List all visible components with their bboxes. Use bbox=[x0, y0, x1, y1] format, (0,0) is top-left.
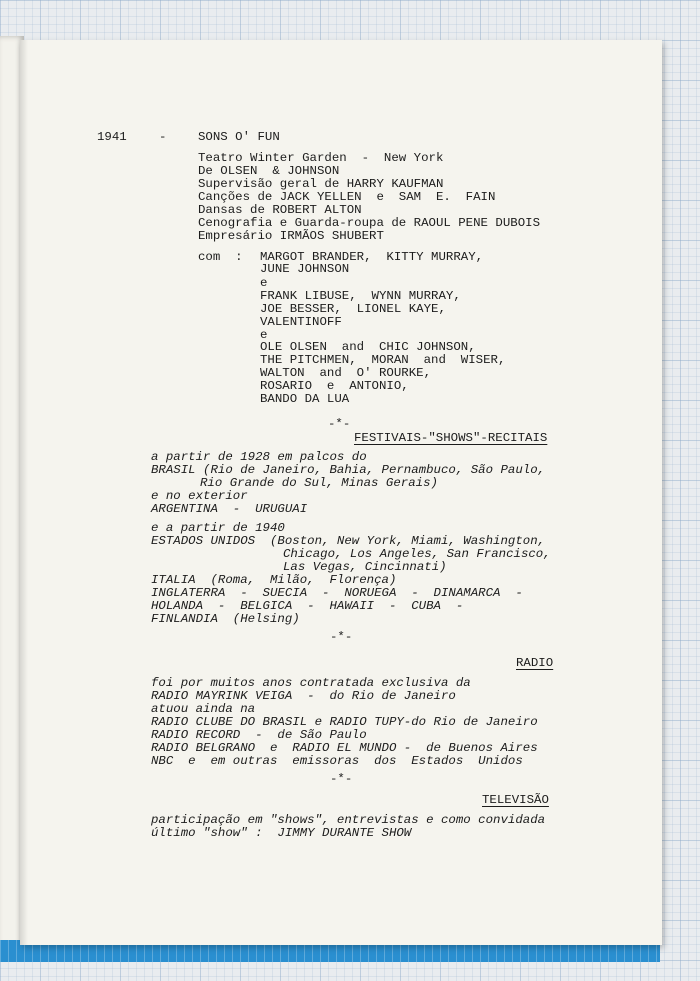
header-dash: - bbox=[159, 130, 167, 144]
cast-line: WALTON and O' ROURKE, bbox=[260, 366, 432, 380]
credit-line: Canções de JACK YELLEN e SAM E. FAIN bbox=[198, 190, 496, 204]
festivals-heading: FESTIVAIS-"SHOWS"-RECITAIS bbox=[354, 431, 548, 445]
credit-line: Dansas de ROBERT ALTON bbox=[198, 203, 362, 217]
separator: -*- bbox=[328, 417, 351, 431]
television-line: participação em "shows", entrevistas e como convidada bbox=[151, 813, 546, 827]
cast-line: BANDO DA LUA bbox=[260, 392, 350, 406]
festivals-line: ITALIA (Roma, Milão, Florença) bbox=[151, 573, 397, 587]
festivals-line: a partir de 1928 em palcos do bbox=[151, 450, 367, 464]
festivals-line: BRASIL (Rio de Janeiro, Bahia, Pernambuco, São Paulo, bbox=[151, 463, 546, 477]
radio-line: NBC e em outras emissoras dos Estados Unidos bbox=[151, 754, 523, 768]
cast-line: e bbox=[260, 328, 268, 342]
credit-line: Empresário IRMÃOS SHUBERT bbox=[198, 229, 384, 243]
cast-line: e bbox=[260, 276, 268, 290]
radio-heading: RADIO bbox=[516, 656, 554, 670]
radio-line: RADIO CLUBE DO BRASIL e RADIO TUPY-do Rio de Janeiro bbox=[151, 715, 538, 729]
cast-line: ROSARIO e ANTONIO, bbox=[260, 379, 409, 393]
television-heading: TELEVISÃO bbox=[482, 793, 549, 807]
year: 1941 bbox=[97, 130, 127, 144]
festivals-line: ARGENTINA - URUGUAI bbox=[151, 502, 308, 516]
credit-line: Supervisão geral de HARRY KAUFMAN bbox=[198, 177, 444, 191]
festivals-line: e a partir de 1940 bbox=[151, 521, 285, 535]
cast-line: OLE OLSEN and CHIC JOHNSON, bbox=[260, 340, 476, 354]
cast-label: com : bbox=[198, 250, 243, 264]
festivals-line: FINLANDIA (Helsing) bbox=[151, 612, 300, 626]
cast-line: MARGOT BRANDER, KITTY MURRAY, bbox=[260, 250, 484, 264]
radio-line: foi por muitos anos contratada exclusiva da bbox=[151, 676, 471, 690]
festivals-line: ESTADOS UNIDOS (Boston, New York, Miami, Washington, bbox=[151, 534, 546, 548]
credit-line: Teatro Winter Garden - New York bbox=[198, 151, 444, 165]
festivals-line: Rio Grande do Sul, Minas Gerais) bbox=[200, 476, 438, 490]
document-page bbox=[20, 40, 662, 945]
separator: -*- bbox=[330, 630, 353, 644]
radio-line: RADIO RECORD - de São Paulo bbox=[151, 728, 367, 742]
cast-line: FRANK LIBUSE, WYNN MURRAY, bbox=[260, 289, 461, 303]
television-line: último "show" : JIMMY DURANTE SHOW bbox=[151, 826, 412, 840]
festivals-line: Chicago, Los Angeles, San Francisco, bbox=[283, 547, 551, 561]
credit-line: Cenografia e Guarda-roupa de RAOUL PENE DUBOIS bbox=[198, 216, 541, 230]
separator: -*- bbox=[330, 772, 353, 786]
cast-line: VALENTINOFF bbox=[260, 315, 342, 329]
festivals-line: HOLANDA - BELGICA - HAWAII - CUBA - bbox=[151, 599, 464, 613]
festivals-line: e no exterior bbox=[151, 489, 248, 503]
cast-line: THE PITCHMEN, MORAN and WISER, bbox=[260, 353, 506, 367]
cast-line: JOE BESSER, LIONEL KAYE, bbox=[260, 302, 446, 316]
radio-line: RADIO BELGRANO e RADIO EL MUNDO - de Buenos Aires bbox=[151, 741, 538, 755]
festivals-line: INGLATERRA - SUECIA - NORUEGA - DINAMARCA - bbox=[151, 586, 523, 600]
cast-line: JUNE JOHNSON bbox=[260, 262, 350, 276]
radio-line: atuou ainda na bbox=[151, 702, 256, 716]
page-spine-shadow bbox=[20, 40, 28, 945]
show-title: SONS O' FUN bbox=[198, 130, 280, 144]
credit-line: De OLSEN & JOHNSON bbox=[198, 164, 340, 178]
festivals-line: Las Vegas, Cincinnati) bbox=[283, 560, 447, 574]
radio-line: RADIO MAYRINK VEIGA - do Rio de Janeiro bbox=[151, 689, 456, 703]
